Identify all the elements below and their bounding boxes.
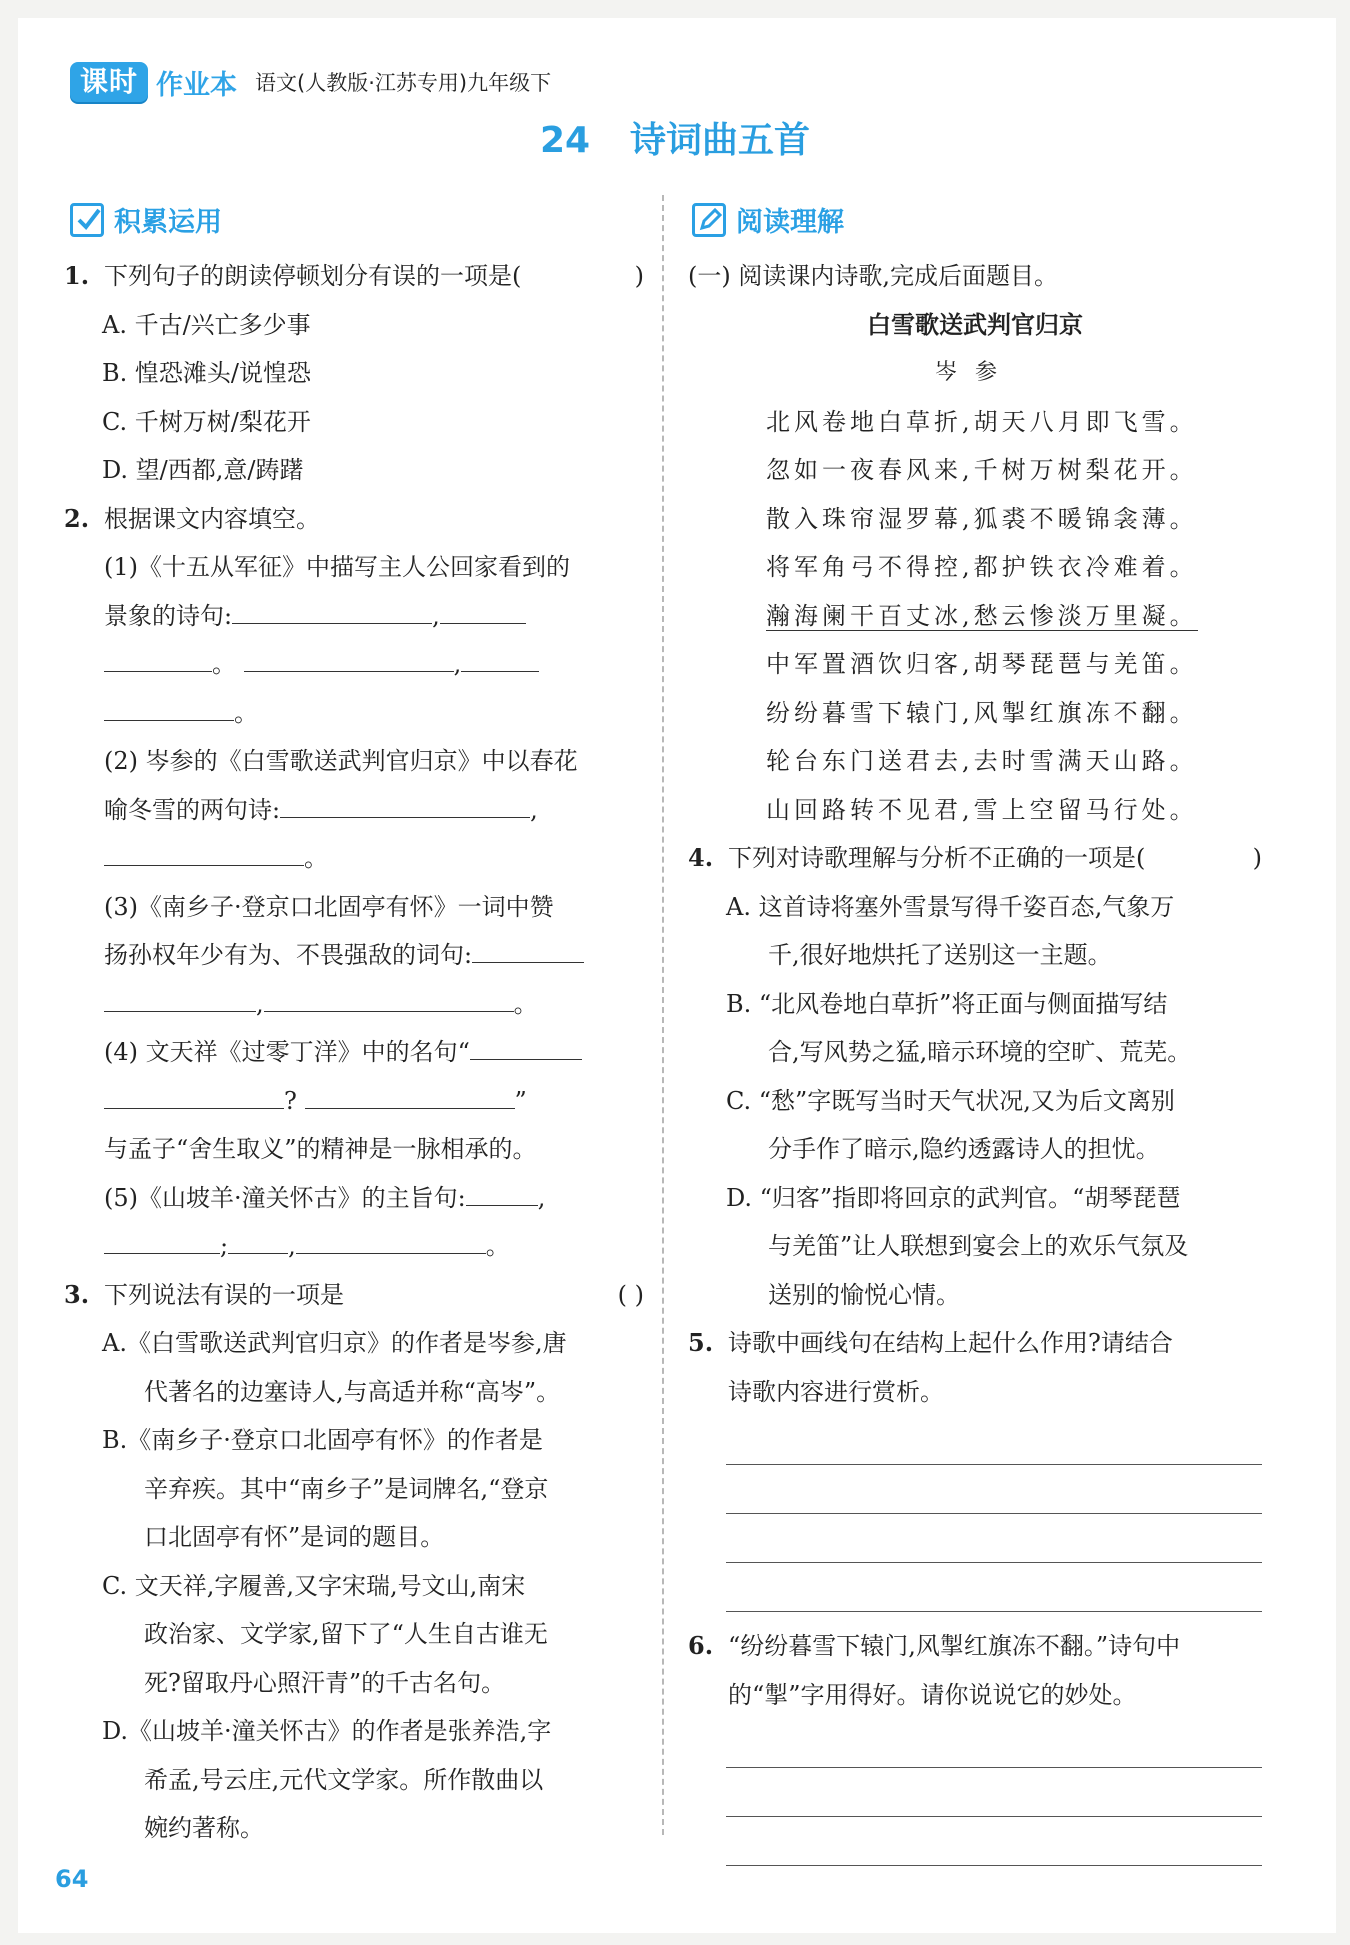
question-stem: 诗歌中画线句在结构上起什么作用?请结合 bbox=[728, 1329, 1173, 1357]
poem-line: 中军置酒饮归客,胡琴琵琶与羌笛。 bbox=[766, 650, 1198, 678]
fill-blank[interactable] bbox=[466, 1175, 538, 1206]
subquestion-5-line-2 bbox=[64, 1222, 644, 1271]
left-column bbox=[64, 252, 644, 1853]
poem-title: 白雪歌送武判官归京 bbox=[867, 310, 1083, 339]
brand-name: 作业本 bbox=[156, 69, 238, 101]
pencil-icon bbox=[692, 203, 726, 237]
brand-logo: 课时 bbox=[70, 62, 148, 102]
punct: , bbox=[537, 1183, 546, 1212]
question-number: 1. bbox=[64, 261, 90, 290]
question-4 bbox=[688, 834, 1262, 883]
page-number: 64 bbox=[55, 1865, 89, 1893]
subquestion-1-line-4 bbox=[64, 689, 644, 738]
punct: , bbox=[530, 795, 538, 824]
subquestion-text: 扬孙权年少有为、不畏强敌的词句: bbox=[104, 941, 473, 969]
question-number: 6. bbox=[688, 1631, 714, 1660]
fill-blank[interactable] bbox=[296, 1223, 486, 1254]
option-a[interactable]: A. 千古/兴亡多少事 bbox=[102, 310, 311, 339]
subquestion-1: (1)《十五从军征》中描写主人公回家看到的 bbox=[104, 553, 570, 581]
subquestion-4-line-3: 与孟子“舍生取义”的精神是一脉相承的。 bbox=[104, 1135, 537, 1163]
fill-blank[interactable] bbox=[104, 690, 234, 721]
question-number: 4. bbox=[688, 843, 714, 872]
punct: , bbox=[432, 601, 440, 630]
question-3 bbox=[64, 1271, 644, 1320]
fill-blank[interactable] bbox=[244, 641, 454, 672]
punct: ; bbox=[220, 1232, 229, 1260]
question-number: 2. bbox=[64, 503, 90, 533]
answer-bracket-close: ) bbox=[634, 262, 644, 290]
subquestion-3-line-2 bbox=[64, 931, 644, 980]
poem-line: 将军角弓不得控,都护铁衣冷难着。 bbox=[766, 553, 1198, 581]
subquestion-text: (5)《山坡羊·潼关怀古》的主旨句: bbox=[104, 1183, 466, 1212]
subquestion-5 bbox=[64, 1174, 644, 1223]
answer-bracket: ( ) bbox=[617, 1280, 644, 1309]
fill-blank[interactable] bbox=[280, 787, 530, 818]
answer-line[interactable] bbox=[726, 1817, 1262, 1866]
option-b[interactable]: B. 惶恐滩头/说惶恐 bbox=[102, 359, 311, 387]
answer-line[interactable] bbox=[726, 1719, 1262, 1768]
checkmark-icon bbox=[70, 203, 104, 237]
header-brand bbox=[70, 60, 551, 104]
poem-line: 忽如一夜春风来,千树万树梨花开。 bbox=[766, 456, 1198, 484]
subquestion-2-line-2 bbox=[64, 786, 644, 835]
option-d[interactable]: D.《山坡羊·潼关怀古》的作者是张养浩,字 希孟,号云庄,元代文学家。所作散曲以 婉约著称。 bbox=[102, 1717, 552, 1842]
subquestion-1-line-3 bbox=[64, 640, 644, 689]
subquestion-2: (2) 岑参的《白雪歌送武判官归京》中以春花 bbox=[104, 747, 578, 775]
answer-line[interactable] bbox=[726, 1563, 1262, 1612]
question-number: 3. bbox=[64, 1279, 90, 1309]
subquestion-1-line-2 bbox=[64, 592, 644, 641]
option-c[interactable]: C. 千树万树/梨花开 bbox=[102, 407, 311, 436]
answer-line[interactable] bbox=[726, 1465, 1262, 1514]
fill-blank[interactable] bbox=[470, 1029, 582, 1060]
reading-intro: (一) 阅读课内诗歌,完成后面题目。 bbox=[688, 262, 1058, 290]
section-header-left bbox=[70, 200, 222, 239]
poem-line: 山回路转不见君,雪上空留马行处。 bbox=[766, 795, 1198, 824]
subquestion-text: (4) 文天祥《过零丁洋》中的名句“ bbox=[104, 1038, 470, 1066]
section-title-right: 阅读理解 bbox=[736, 207, 844, 238]
fill-blank[interactable] bbox=[104, 1078, 284, 1109]
underlined-text: 瀚海阑干百丈冰,愁云惨淡万里凝。 bbox=[766, 601, 1198, 630]
option-d[interactable]: D. 望/西都,意/踌躇 bbox=[102, 456, 304, 484]
punct: , bbox=[288, 1232, 296, 1260]
fill-blank[interactable] bbox=[104, 641, 212, 672]
option-d[interactable]: D. “归客”指即将回京的武判官。“胡琴琵琶 与羌笛”让人联想到宴会上的欢乐气氛及 送别的愉悦心情。 bbox=[726, 1183, 1189, 1309]
fill-blank[interactable] bbox=[264, 981, 514, 1012]
poem-author: 岑参 bbox=[934, 360, 1015, 385]
poem-line-underlined bbox=[688, 592, 1262, 641]
fill-blank[interactable] bbox=[228, 1223, 288, 1254]
answer-line[interactable] bbox=[726, 1514, 1262, 1563]
punct: 。 bbox=[234, 698, 258, 727]
punct: 。 bbox=[304, 844, 328, 872]
fill-blank[interactable] bbox=[104, 835, 304, 866]
subquestion-3: (3)《南乡子·登京口北固亭有怀》一词中赞 bbox=[104, 892, 554, 921]
punct: , bbox=[256, 989, 264, 1018]
answer-line[interactable] bbox=[726, 1416, 1262, 1465]
option-a[interactable]: A.《白雪歌送武判官归京》的作者是岑参,唐 代著名的边塞诗人,与高适并称“高岑”。 bbox=[102, 1329, 567, 1406]
fill-blank[interactable] bbox=[472, 932, 584, 963]
subject-label: 语文(人教版·江苏专用)九年级下 bbox=[255, 71, 552, 95]
punct: 。 bbox=[212, 650, 236, 678]
poem-line: 散入珠帘湿罗幕,狐裘不暖锦衾薄。 bbox=[766, 504, 1198, 533]
fill-blank[interactable] bbox=[232, 593, 432, 624]
option-c[interactable]: C. 文天祥,字履善,又字宋瑞,号文山,南宋 政治家、文学家,留下了“人生自古谁无 死?留取丹心照汗青”的千古名句。 bbox=[102, 1571, 548, 1697]
subquestion-4-line-2 bbox=[64, 1077, 644, 1126]
lesson-number: 24 bbox=[539, 120, 591, 161]
section-title-left: 积累运用 bbox=[114, 207, 222, 238]
question-number: 5. bbox=[688, 1328, 714, 1357]
fill-blank[interactable] bbox=[461, 641, 539, 672]
question-stem: 下列句子的朗读停顿划分有误的一项是( bbox=[104, 262, 522, 290]
question-1 bbox=[64, 252, 644, 301]
subquestion-3-line-3 bbox=[64, 980, 644, 1029]
answer-bracket-close: ) bbox=[1252, 844, 1262, 872]
column-divider bbox=[662, 195, 664, 1835]
option-a[interactable]: A. 这首诗将塞外雪景写得千姿百态,气象万 千,很好地烘托了送别这一主题。 bbox=[726, 892, 1175, 969]
answer-line[interactable] bbox=[726, 1768, 1262, 1817]
subquestion-2-line-3 bbox=[64, 834, 644, 883]
question-stem: 根据课文内容填空。 bbox=[104, 504, 320, 533]
punct: 。 bbox=[513, 989, 538, 1018]
right-column bbox=[688, 252, 1262, 1866]
section-header-right bbox=[692, 200, 844, 239]
punct: 。 bbox=[485, 1232, 510, 1260]
fill-blank[interactable] bbox=[104, 981, 256, 1012]
subquestion-4 bbox=[64, 1028, 644, 1077]
subquestion-text: 景象的诗句: bbox=[104, 601, 233, 630]
lesson-title bbox=[0, 112, 1350, 163]
option-c[interactable]: C. “愁”字既写当时天气状况,又为后文离别 分手作了暗示,隐约透露诗人的担忧。 bbox=[726, 1086, 1175, 1163]
fill-blank[interactable] bbox=[305, 1078, 515, 1109]
question-stem: 下列说法有误的一项是 bbox=[104, 1280, 344, 1309]
poem-line: 纷纷暮雪下辕门,风掣红旗冻不翻。 bbox=[766, 698, 1198, 727]
punct: , bbox=[453, 650, 462, 678]
poem-line: 轮台东门送君去,去时雪满天山路。 bbox=[766, 747, 1198, 775]
option-b[interactable]: B.《南乡子·登京口北固亭有怀》的作者是 辛弃疾。其中“南乡子”是词牌名,“登京 口北固亭有怀”是词的题目。 bbox=[102, 1426, 549, 1551]
poem-line: 北风卷地白草折,胡天八月即飞雪。 bbox=[766, 407, 1198, 436]
lesson-name: 诗词曲五首 bbox=[630, 120, 811, 161]
question-6 bbox=[688, 1622, 1262, 1719]
question-stem: 诗歌内容进行赏析。 bbox=[728, 1377, 944, 1406]
fill-blank[interactable] bbox=[104, 1223, 220, 1254]
question-stem: 下列对诗歌理解与分析不正确的一项是( bbox=[728, 844, 1146, 872]
question-stem: 的“掣”字用得好。请你说说它的妙处。 bbox=[728, 1680, 1137, 1709]
punct: ” bbox=[514, 1086, 527, 1115]
punct: ? bbox=[284, 1086, 297, 1115]
question-stem: “纷纷暮雪下辕门,风掣红旗冻不翻。”诗句中 bbox=[728, 1632, 1181, 1660]
subquestion-text: 喻冬雪的两句诗: bbox=[104, 795, 281, 824]
option-b[interactable]: B. “北风卷地白草折”将正面与侧面描写结 合,写风势之猛,暗示环境的空旷、荒芜。 bbox=[726, 989, 1192, 1066]
fill-blank[interactable] bbox=[440, 593, 526, 624]
question-5 bbox=[688, 1319, 1262, 1416]
question-2 bbox=[64, 495, 644, 544]
